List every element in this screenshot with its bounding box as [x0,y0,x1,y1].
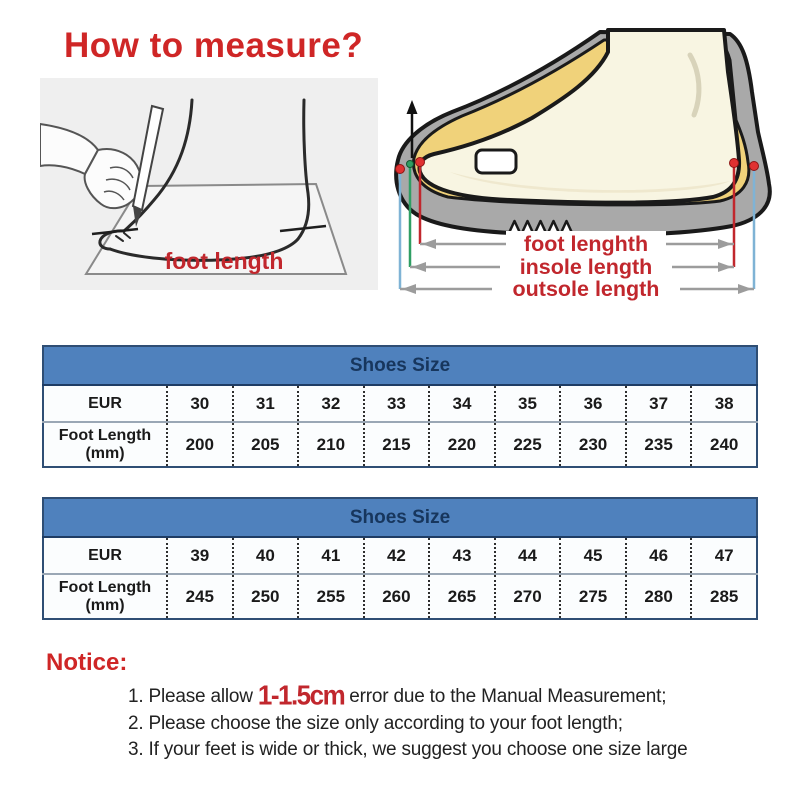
length-cell: 200 [167,422,233,467]
size-cell: 47 [691,537,757,574]
foot-tracing-svg [40,78,378,290]
foot-length-measure-label: foot lenghth [523,232,649,256]
page-title: How to measure? [64,26,364,65]
length-cell: 245 [167,574,233,619]
toe-highlight-box [476,150,516,173]
size-cell: 33 [364,385,430,422]
notice-heading: Notice: [46,649,128,676]
size-cell: 45 [560,537,626,574]
table-title: Shoes Size [43,346,757,385]
size-cell: 44 [495,537,561,574]
size-cell: 32 [298,385,364,422]
length-cell: 280 [626,574,692,619]
size-cell: 31 [233,385,299,422]
size-cell: 41 [298,537,364,574]
length-cell: 215 [364,422,430,467]
length-cell: 230 [560,422,626,467]
size-cell: 34 [429,385,495,422]
row-label-eur: EUR [43,537,167,574]
length-cell: 260 [364,574,430,619]
length-cell: 265 [429,574,495,619]
shoes-size-table-large [42,497,758,620]
foot-tracing-illustration [40,78,378,290]
shoes-size-table-small [42,345,758,468]
table-title: Shoes Size [43,498,757,537]
size-cell: 30 [167,385,233,422]
insole-length-measure-label: insole length [519,255,653,279]
length-cell: 240 [691,422,757,467]
foot-length-label: foot length [164,248,284,274]
notice-item-2: 2. Please choose the size only according to your foot length; [128,712,623,734]
length-cell: 205 [233,422,299,467]
length-cell: 270 [495,574,561,619]
row-label-foot-length: Foot Length (mm) [43,422,167,467]
length-cell: 255 [298,574,364,619]
length-cell: 225 [495,422,561,467]
notice-item-3: 3. If your feet is wide or thick, we suggest you choose one size large [128,739,688,760]
size-cell: 35 [495,385,561,422]
tolerance-highlight: 1-1.5cm [257,679,345,711]
size-cell: 37 [626,385,692,422]
size-cell: 43 [429,537,495,574]
row-label-eur: EUR [43,385,167,422]
size-cell: 40 [233,537,299,574]
notice-item-1: 1. Please allow 1-1.5cm error due to the Manual Measurement; [128,679,667,711]
row-label-foot-length: Foot Length (mm) [43,574,167,619]
size-cell: 42 [364,537,430,574]
size-cell: 39 [167,537,233,574]
length-cell: 275 [560,574,626,619]
outsole-length-measure-label: outsole length [512,277,660,301]
length-cell: 250 [233,574,299,619]
length-cell: 220 [429,422,495,467]
size-cell: 46 [626,537,692,574]
shoe-cross-section-illustration [390,0,800,302]
eur-size-row [43,537,757,574]
eur-size-row [43,385,757,422]
foot-length-row [43,574,757,619]
length-cell: 285 [691,574,757,619]
notice-list [128,679,688,764]
length-cell: 210 [298,422,364,467]
shoe-cross-section-svg [390,0,800,302]
length-cell: 235 [626,422,692,467]
size-cell: 38 [691,385,757,422]
foot-length-row [43,422,757,467]
size-cell: 36 [560,385,626,422]
